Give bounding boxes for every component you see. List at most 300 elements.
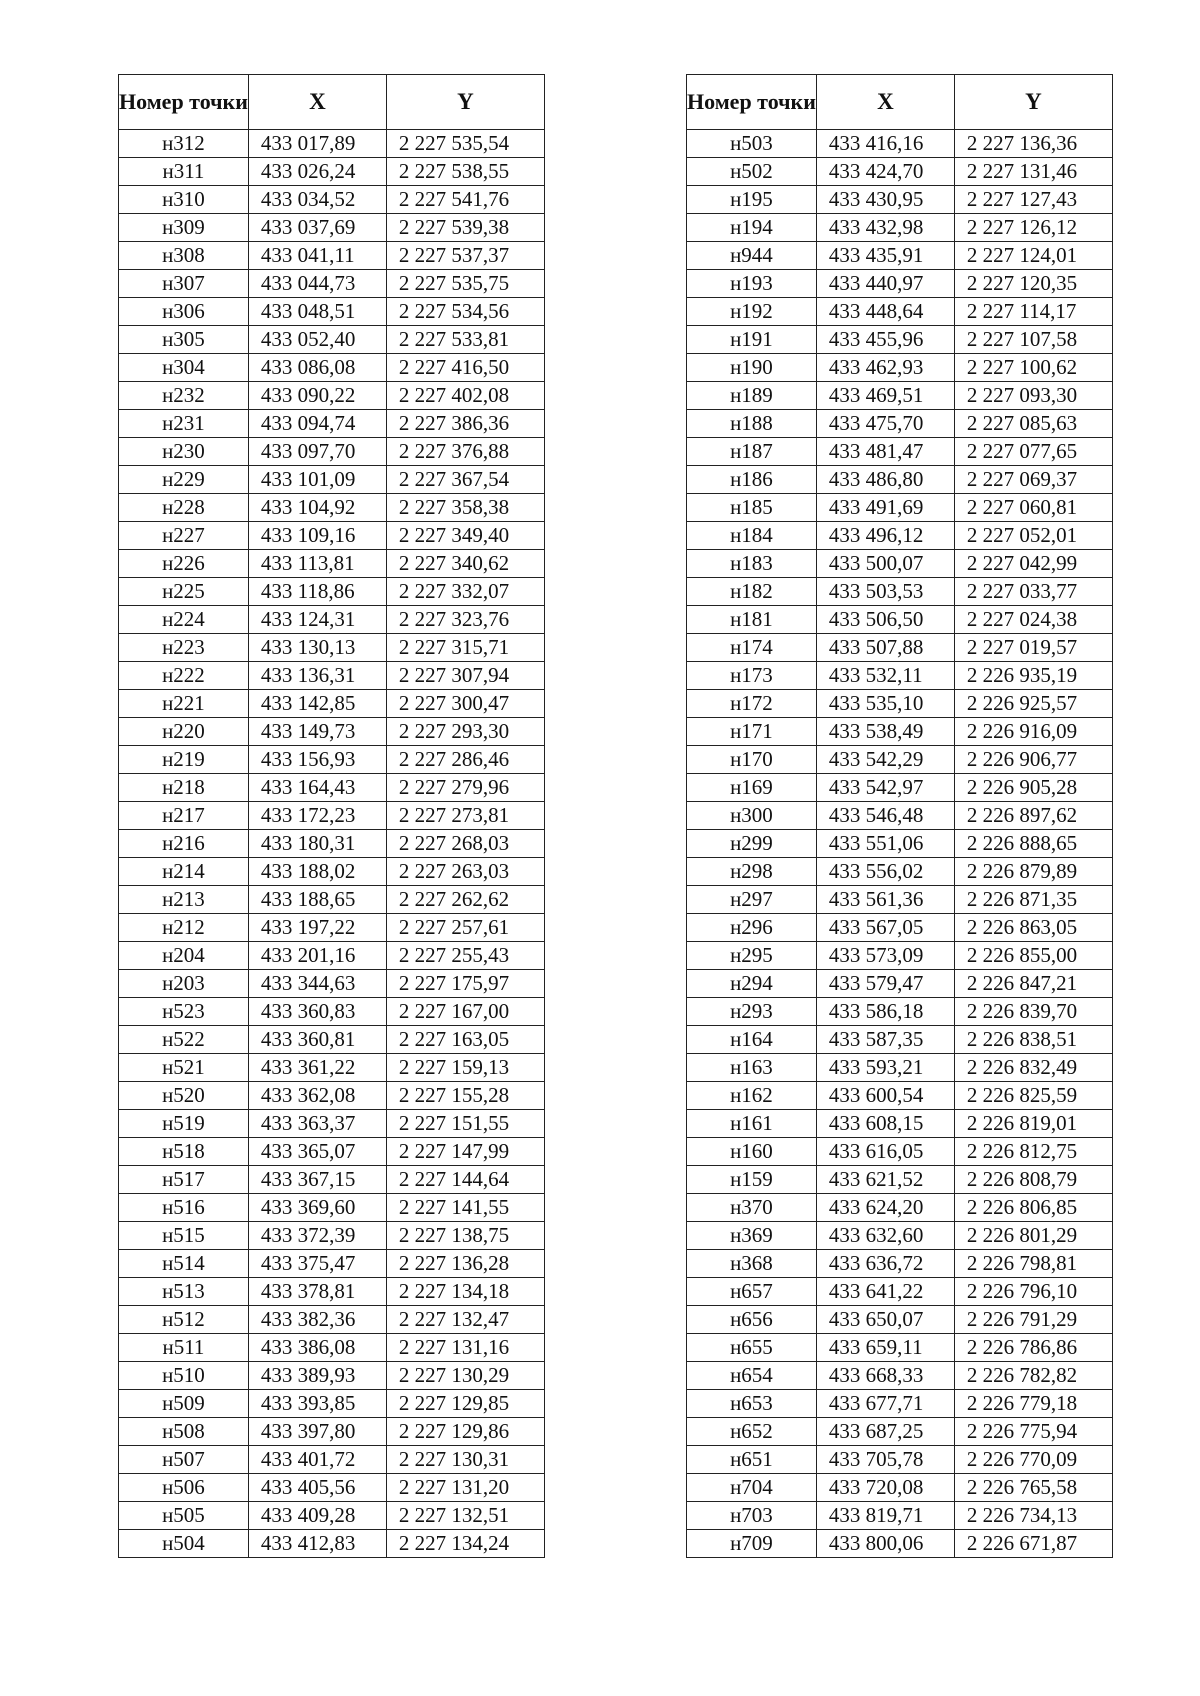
table-body xyxy=(687,130,1113,1558)
point-number-cell: н190 xyxy=(687,354,817,382)
table-row xyxy=(687,942,1113,970)
table-row xyxy=(119,1390,545,1418)
table-row xyxy=(119,1530,545,1558)
y-coordinate-cell: 2 227 539,38 xyxy=(386,214,544,242)
table-row xyxy=(119,214,545,242)
point-number-cell: н169 xyxy=(687,774,817,802)
point-number-cell: н223 xyxy=(119,634,249,662)
x-coordinate-cell: 433 503,53 xyxy=(816,578,954,606)
table-row xyxy=(687,634,1113,662)
point-number-cell: н652 xyxy=(687,1418,817,1446)
point-number-cell: н212 xyxy=(119,914,249,942)
point-number-cell: н294 xyxy=(687,970,817,998)
x-coordinate-cell: 433 496,12 xyxy=(816,522,954,550)
x-coordinate-cell: 433 593,21 xyxy=(816,1054,954,1082)
x-coordinate-cell: 433 687,25 xyxy=(816,1418,954,1446)
x-coordinate-cell: 433 409,28 xyxy=(248,1502,386,1530)
x-coordinate-cell: 433 491,69 xyxy=(816,494,954,522)
x-coordinate-cell: 433 532,11 xyxy=(816,662,954,690)
header-y: Y xyxy=(954,75,1112,130)
table-row xyxy=(687,1362,1113,1390)
y-coordinate-cell: 2 227 129,86 xyxy=(386,1418,544,1446)
point-number-cell: н171 xyxy=(687,718,817,746)
x-coordinate-cell: 433 430,95 xyxy=(816,186,954,214)
y-coordinate-cell: 2 226 786,86 xyxy=(954,1334,1112,1362)
point-number-cell: н162 xyxy=(687,1082,817,1110)
point-number-cell: н709 xyxy=(687,1530,817,1558)
point-number-cell: н184 xyxy=(687,522,817,550)
x-coordinate-cell: 433 372,39 xyxy=(248,1222,386,1250)
y-coordinate-cell: 2 227 263,03 xyxy=(386,858,544,886)
table-row xyxy=(119,830,545,858)
y-coordinate-cell: 2 227 268,03 xyxy=(386,830,544,858)
x-coordinate-cell: 433 586,18 xyxy=(816,998,954,1026)
x-coordinate-cell: 433 556,02 xyxy=(816,858,954,886)
x-coordinate-cell: 433 086,08 xyxy=(248,354,386,382)
point-number-cell: н203 xyxy=(119,970,249,998)
y-coordinate-cell: 2 226 801,29 xyxy=(954,1222,1112,1250)
table-row xyxy=(119,494,545,522)
table-row xyxy=(687,1194,1113,1222)
point-number-cell: н512 xyxy=(119,1306,249,1334)
table-row xyxy=(687,550,1113,578)
table-row xyxy=(687,606,1113,634)
y-coordinate-cell: 2 227 126,12 xyxy=(954,214,1112,242)
table-row xyxy=(687,1446,1113,1474)
y-coordinate-cell: 2 226 916,09 xyxy=(954,718,1112,746)
x-coordinate-cell: 433 393,85 xyxy=(248,1390,386,1418)
x-coordinate-cell: 433 375,47 xyxy=(248,1250,386,1278)
y-coordinate-cell: 2 227 257,61 xyxy=(386,914,544,942)
table-row xyxy=(687,1082,1113,1110)
x-coordinate-cell: 433 101,09 xyxy=(248,466,386,494)
table-row xyxy=(119,914,545,942)
y-coordinate-cell: 2 227 402,08 xyxy=(386,382,544,410)
x-coordinate-cell: 433 180,31 xyxy=(248,830,386,858)
point-number-cell: н182 xyxy=(687,578,817,606)
x-coordinate-cell: 433 142,85 xyxy=(248,690,386,718)
x-coordinate-cell: 433 090,22 xyxy=(248,382,386,410)
x-coordinate-cell: 433 500,07 xyxy=(816,550,954,578)
table-body xyxy=(119,130,545,1558)
x-coordinate-cell: 433 636,72 xyxy=(816,1250,954,1278)
y-coordinate-cell: 2 226 796,10 xyxy=(954,1278,1112,1306)
table-row xyxy=(687,1166,1113,1194)
x-coordinate-cell: 433 164,43 xyxy=(248,774,386,802)
y-coordinate-cell: 2 226 819,01 xyxy=(954,1110,1112,1138)
x-coordinate-cell: 433 361,22 xyxy=(248,1054,386,1082)
x-coordinate-cell: 433 386,08 xyxy=(248,1334,386,1362)
point-number-cell: н192 xyxy=(687,298,817,326)
y-coordinate-cell: 2 227 114,17 xyxy=(954,298,1112,326)
y-coordinate-cell: 2 227 262,62 xyxy=(386,886,544,914)
point-number-cell: н174 xyxy=(687,634,817,662)
x-coordinate-cell: 433 369,60 xyxy=(248,1194,386,1222)
y-coordinate-cell: 2 227 307,94 xyxy=(386,662,544,690)
y-coordinate-cell: 2 227 019,57 xyxy=(954,634,1112,662)
table-row xyxy=(687,1306,1113,1334)
table-row xyxy=(687,186,1113,214)
y-coordinate-cell: 2 227 131,16 xyxy=(386,1334,544,1362)
table-row xyxy=(687,522,1113,550)
table-row xyxy=(687,1390,1113,1418)
table-row xyxy=(119,1110,545,1138)
table-row xyxy=(687,998,1113,1026)
y-coordinate-cell: 2 227 535,75 xyxy=(386,270,544,298)
point-number-cell: н188 xyxy=(687,410,817,438)
x-coordinate-cell: 433 705,78 xyxy=(816,1446,954,1474)
point-number-cell: н297 xyxy=(687,886,817,914)
point-number-cell: н304 xyxy=(119,354,249,382)
point-number-cell: н217 xyxy=(119,802,249,830)
point-number-cell: н510 xyxy=(119,1362,249,1390)
y-coordinate-cell: 2 227 107,58 xyxy=(954,326,1112,354)
table-row xyxy=(687,662,1113,690)
point-number-cell: н305 xyxy=(119,326,249,354)
point-number-cell: н311 xyxy=(119,158,249,186)
y-coordinate-cell: 2 226 806,85 xyxy=(954,1194,1112,1222)
x-coordinate-cell: 433 573,09 xyxy=(816,942,954,970)
y-coordinate-cell: 2 227 332,07 xyxy=(386,578,544,606)
y-coordinate-cell: 2 226 838,51 xyxy=(954,1026,1112,1054)
table-row xyxy=(687,1110,1113,1138)
point-number-cell: н216 xyxy=(119,830,249,858)
point-number-cell: н228 xyxy=(119,494,249,522)
x-coordinate-cell: 433 561,36 xyxy=(816,886,954,914)
x-coordinate-cell: 433 641,22 xyxy=(816,1278,954,1306)
x-coordinate-cell: 433 448,64 xyxy=(816,298,954,326)
x-coordinate-cell: 433 481,47 xyxy=(816,438,954,466)
y-coordinate-cell: 2 227 093,30 xyxy=(954,382,1112,410)
table-row xyxy=(687,158,1113,186)
point-number-cell: н183 xyxy=(687,550,817,578)
x-coordinate-cell: 433 034,52 xyxy=(248,186,386,214)
point-number-cell: н295 xyxy=(687,942,817,970)
x-coordinate-cell: 433 109,16 xyxy=(248,522,386,550)
y-coordinate-cell: 2 227 130,31 xyxy=(386,1446,544,1474)
point-number-cell: н300 xyxy=(687,802,817,830)
point-number-cell: н944 xyxy=(687,242,817,270)
table-row xyxy=(119,1138,545,1166)
point-number-cell: н191 xyxy=(687,326,817,354)
y-coordinate-cell: 2 227 293,30 xyxy=(386,718,544,746)
x-coordinate-cell: 433 026,24 xyxy=(248,158,386,186)
x-coordinate-cell: 433 650,07 xyxy=(816,1306,954,1334)
point-number-cell: н189 xyxy=(687,382,817,410)
table-row xyxy=(119,606,545,634)
point-number-cell: н503 xyxy=(687,130,817,158)
table-row xyxy=(687,214,1113,242)
table-row xyxy=(119,998,545,1026)
point-number-cell: н369 xyxy=(687,1222,817,1250)
y-coordinate-cell: 2 227 340,62 xyxy=(386,550,544,578)
point-number-cell: н504 xyxy=(119,1530,249,1558)
x-coordinate-cell: 433 405,56 xyxy=(248,1474,386,1502)
table-row xyxy=(687,1138,1113,1166)
y-coordinate-cell: 2 226 734,13 xyxy=(954,1502,1112,1530)
point-number-cell: н310 xyxy=(119,186,249,214)
y-coordinate-cell: 2 226 888,65 xyxy=(954,830,1112,858)
y-coordinate-cell: 2 227 042,99 xyxy=(954,550,1112,578)
y-coordinate-cell: 2 226 847,21 xyxy=(954,970,1112,998)
point-number-cell: н172 xyxy=(687,690,817,718)
x-coordinate-cell: 433 608,15 xyxy=(816,1110,954,1138)
y-coordinate-cell: 2 227 033,77 xyxy=(954,578,1112,606)
y-coordinate-cell: 2 227 127,43 xyxy=(954,186,1112,214)
table-row xyxy=(119,774,545,802)
y-coordinate-cell: 2 226 808,79 xyxy=(954,1166,1112,1194)
x-coordinate-cell: 433 538,49 xyxy=(816,718,954,746)
x-coordinate-cell: 433 360,83 xyxy=(248,998,386,1026)
y-coordinate-cell: 2 227 541,76 xyxy=(386,186,544,214)
y-coordinate-cell: 2 227 349,40 xyxy=(386,522,544,550)
table-row xyxy=(687,466,1113,494)
point-number-cell: н227 xyxy=(119,522,249,550)
x-coordinate-cell: 433 659,11 xyxy=(816,1334,954,1362)
x-coordinate-cell: 433 104,92 xyxy=(248,494,386,522)
x-coordinate-cell: 433 668,33 xyxy=(816,1362,954,1390)
table-row xyxy=(687,438,1113,466)
x-coordinate-cell: 433 486,80 xyxy=(816,466,954,494)
table-row xyxy=(119,1026,545,1054)
table-row xyxy=(119,1362,545,1390)
y-coordinate-cell: 2 227 147,99 xyxy=(386,1138,544,1166)
point-number-cell: н226 xyxy=(119,550,249,578)
point-number-cell: н308 xyxy=(119,242,249,270)
y-coordinate-cell: 2 227 144,64 xyxy=(386,1166,544,1194)
point-number-cell: н703 xyxy=(687,1502,817,1530)
y-coordinate-cell: 2 227 151,55 xyxy=(386,1110,544,1138)
table-row xyxy=(119,1502,545,1530)
table-row xyxy=(687,718,1113,746)
table-row xyxy=(687,746,1113,774)
table-row xyxy=(687,326,1113,354)
y-coordinate-cell: 2 227 367,54 xyxy=(386,466,544,494)
y-coordinate-cell: 2 227 535,54 xyxy=(386,130,544,158)
x-coordinate-cell: 433 677,71 xyxy=(816,1390,954,1418)
x-coordinate-cell: 433 507,88 xyxy=(816,634,954,662)
y-coordinate-cell: 2 226 832,49 xyxy=(954,1054,1112,1082)
table-header-row xyxy=(119,75,545,130)
point-number-cell: н160 xyxy=(687,1138,817,1166)
table-row xyxy=(119,1222,545,1250)
table-row xyxy=(119,1278,545,1306)
y-coordinate-cell: 2 226 871,35 xyxy=(954,886,1112,914)
x-coordinate-cell: 433 616,05 xyxy=(816,1138,954,1166)
x-coordinate-cell: 433 621,52 xyxy=(816,1166,954,1194)
x-coordinate-cell: 433 136,31 xyxy=(248,662,386,690)
x-coordinate-cell: 433 172,23 xyxy=(248,802,386,830)
table-row xyxy=(687,858,1113,886)
x-coordinate-cell: 433 412,83 xyxy=(248,1530,386,1558)
point-number-cell: н516 xyxy=(119,1194,249,1222)
x-coordinate-cell: 433 600,54 xyxy=(816,1082,954,1110)
y-coordinate-cell: 2 227 131,20 xyxy=(386,1474,544,1502)
point-number-cell: н221 xyxy=(119,690,249,718)
point-number-cell: н230 xyxy=(119,438,249,466)
table-row xyxy=(119,158,545,186)
table-header-row xyxy=(687,75,1113,130)
y-coordinate-cell: 2 227 134,24 xyxy=(386,1530,544,1558)
x-coordinate-cell: 433 579,47 xyxy=(816,970,954,998)
point-number-cell: н299 xyxy=(687,830,817,858)
point-number-cell: н517 xyxy=(119,1166,249,1194)
y-coordinate-cell: 2 227 286,46 xyxy=(386,746,544,774)
table-row xyxy=(687,578,1113,606)
y-coordinate-cell: 2 226 798,81 xyxy=(954,1250,1112,1278)
y-coordinate-cell: 2 227 167,00 xyxy=(386,998,544,1026)
x-coordinate-cell: 433 416,16 xyxy=(816,130,954,158)
table-row xyxy=(119,298,545,326)
point-number-cell: н193 xyxy=(687,270,817,298)
y-coordinate-cell: 2 226 779,18 xyxy=(954,1390,1112,1418)
y-coordinate-cell: 2 227 175,97 xyxy=(386,970,544,998)
table-row xyxy=(119,242,545,270)
point-number-cell: н508 xyxy=(119,1418,249,1446)
x-coordinate-cell: 433 344,63 xyxy=(248,970,386,998)
x-coordinate-cell: 433 535,10 xyxy=(816,690,954,718)
x-coordinate-cell: 433 156,93 xyxy=(248,746,386,774)
table-row xyxy=(119,1194,545,1222)
y-coordinate-cell: 2 226 775,94 xyxy=(954,1418,1112,1446)
x-coordinate-cell: 433 382,36 xyxy=(248,1306,386,1334)
x-coordinate-cell: 433 149,73 xyxy=(248,718,386,746)
point-number-cell: н204 xyxy=(119,942,249,970)
y-coordinate-cell: 2 227 300,47 xyxy=(386,690,544,718)
y-coordinate-cell: 2 227 085,63 xyxy=(954,410,1112,438)
point-number-cell: н656 xyxy=(687,1306,817,1334)
x-coordinate-cell: 433 546,48 xyxy=(816,802,954,830)
table-row xyxy=(687,1334,1113,1362)
x-coordinate-cell: 433 424,70 xyxy=(816,158,954,186)
table-row xyxy=(687,1418,1113,1446)
y-coordinate-cell: 2 227 416,50 xyxy=(386,354,544,382)
table-row xyxy=(687,802,1113,830)
table-row xyxy=(687,1474,1113,1502)
y-coordinate-cell: 2 226 863,05 xyxy=(954,914,1112,942)
y-coordinate-cell: 2 227 132,51 xyxy=(386,1502,544,1530)
point-number-cell: н187 xyxy=(687,438,817,466)
y-coordinate-cell: 2 227 132,47 xyxy=(386,1306,544,1334)
point-number-cell: н368 xyxy=(687,1250,817,1278)
x-coordinate-cell: 433 188,65 xyxy=(248,886,386,914)
point-number-cell: н306 xyxy=(119,298,249,326)
table-row xyxy=(687,1502,1113,1530)
point-number-cell: н159 xyxy=(687,1166,817,1194)
x-coordinate-cell: 433 800,06 xyxy=(816,1530,954,1558)
y-coordinate-cell: 2 227 163,05 xyxy=(386,1026,544,1054)
point-number-cell: н214 xyxy=(119,858,249,886)
table-row xyxy=(687,970,1113,998)
point-number-cell: н653 xyxy=(687,1390,817,1418)
x-coordinate-cell: 433 037,69 xyxy=(248,214,386,242)
x-coordinate-cell: 433 469,51 xyxy=(816,382,954,410)
header-x: X xyxy=(816,75,954,130)
table-row xyxy=(687,1250,1113,1278)
x-coordinate-cell: 433 819,71 xyxy=(816,1502,954,1530)
table-row xyxy=(119,1446,545,1474)
table-row xyxy=(687,354,1113,382)
header-point-number: Номер точки xyxy=(119,75,249,130)
point-number-cell: н522 xyxy=(119,1026,249,1054)
x-coordinate-cell: 433 551,06 xyxy=(816,830,954,858)
point-number-cell: н307 xyxy=(119,270,249,298)
x-coordinate-cell: 433 587,35 xyxy=(816,1026,954,1054)
x-coordinate-cell: 433 052,40 xyxy=(248,326,386,354)
y-coordinate-cell: 2 227 130,29 xyxy=(386,1362,544,1390)
y-coordinate-cell: 2 227 120,35 xyxy=(954,270,1112,298)
x-coordinate-cell: 433 455,96 xyxy=(816,326,954,354)
header-x: X xyxy=(248,75,386,130)
y-coordinate-cell: 2 226 671,87 xyxy=(954,1530,1112,1558)
x-coordinate-cell: 433 397,80 xyxy=(248,1418,386,1446)
x-coordinate-cell: 433 197,22 xyxy=(248,914,386,942)
point-number-cell: н515 xyxy=(119,1222,249,1250)
y-coordinate-cell: 2 227 323,76 xyxy=(386,606,544,634)
table-row xyxy=(687,774,1113,802)
y-coordinate-cell: 2 227 069,37 xyxy=(954,466,1112,494)
y-coordinate-cell: 2 226 765,58 xyxy=(954,1474,1112,1502)
x-coordinate-cell: 433 365,07 xyxy=(248,1138,386,1166)
point-number-cell: н218 xyxy=(119,774,249,802)
point-number-cell: н370 xyxy=(687,1194,817,1222)
point-number-cell: н161 xyxy=(687,1110,817,1138)
table-row xyxy=(119,550,545,578)
y-coordinate-cell: 2 227 358,38 xyxy=(386,494,544,522)
y-coordinate-cell: 2 227 255,43 xyxy=(386,942,544,970)
y-coordinate-cell: 2 227 136,36 xyxy=(954,130,1112,158)
y-coordinate-cell: 2 227 136,28 xyxy=(386,1250,544,1278)
point-number-cell: н518 xyxy=(119,1138,249,1166)
x-coordinate-cell: 433 118,86 xyxy=(248,578,386,606)
table-row xyxy=(687,1222,1113,1250)
point-number-cell: н513 xyxy=(119,1278,249,1306)
x-coordinate-cell: 433 720,08 xyxy=(816,1474,954,1502)
point-number-cell: н173 xyxy=(687,662,817,690)
y-coordinate-cell: 2 227 052,01 xyxy=(954,522,1112,550)
point-number-cell: н186 xyxy=(687,466,817,494)
table-row xyxy=(687,270,1113,298)
point-number-cell: н509 xyxy=(119,1390,249,1418)
table-row xyxy=(119,1082,545,1110)
point-number-cell: н232 xyxy=(119,382,249,410)
point-number-cell: н296 xyxy=(687,914,817,942)
point-number-cell: н213 xyxy=(119,886,249,914)
point-number-cell: н704 xyxy=(687,1474,817,1502)
x-coordinate-cell: 433 432,98 xyxy=(816,214,954,242)
y-coordinate-cell: 2 227 159,13 xyxy=(386,1054,544,1082)
table-row xyxy=(687,1530,1113,1558)
table-row xyxy=(119,326,545,354)
table-row xyxy=(119,1306,545,1334)
point-number-cell: н657 xyxy=(687,1278,817,1306)
header-point-number: Номер точки xyxy=(687,75,817,130)
table-row xyxy=(119,858,545,886)
y-coordinate-cell: 2 227 376,88 xyxy=(386,438,544,466)
x-coordinate-cell: 433 440,97 xyxy=(816,270,954,298)
y-coordinate-cell: 2 227 060,81 xyxy=(954,494,1112,522)
table-row xyxy=(119,1474,545,1502)
table-row xyxy=(119,718,545,746)
point-number-cell: н185 xyxy=(687,494,817,522)
x-coordinate-cell: 433 188,02 xyxy=(248,858,386,886)
x-coordinate-cell: 433 097,70 xyxy=(248,438,386,466)
table-row xyxy=(119,634,545,662)
x-coordinate-cell: 433 435,91 xyxy=(816,242,954,270)
coordinates-table-right xyxy=(686,74,1113,1558)
coordinates-table-left xyxy=(118,74,545,1558)
table-row xyxy=(687,382,1113,410)
